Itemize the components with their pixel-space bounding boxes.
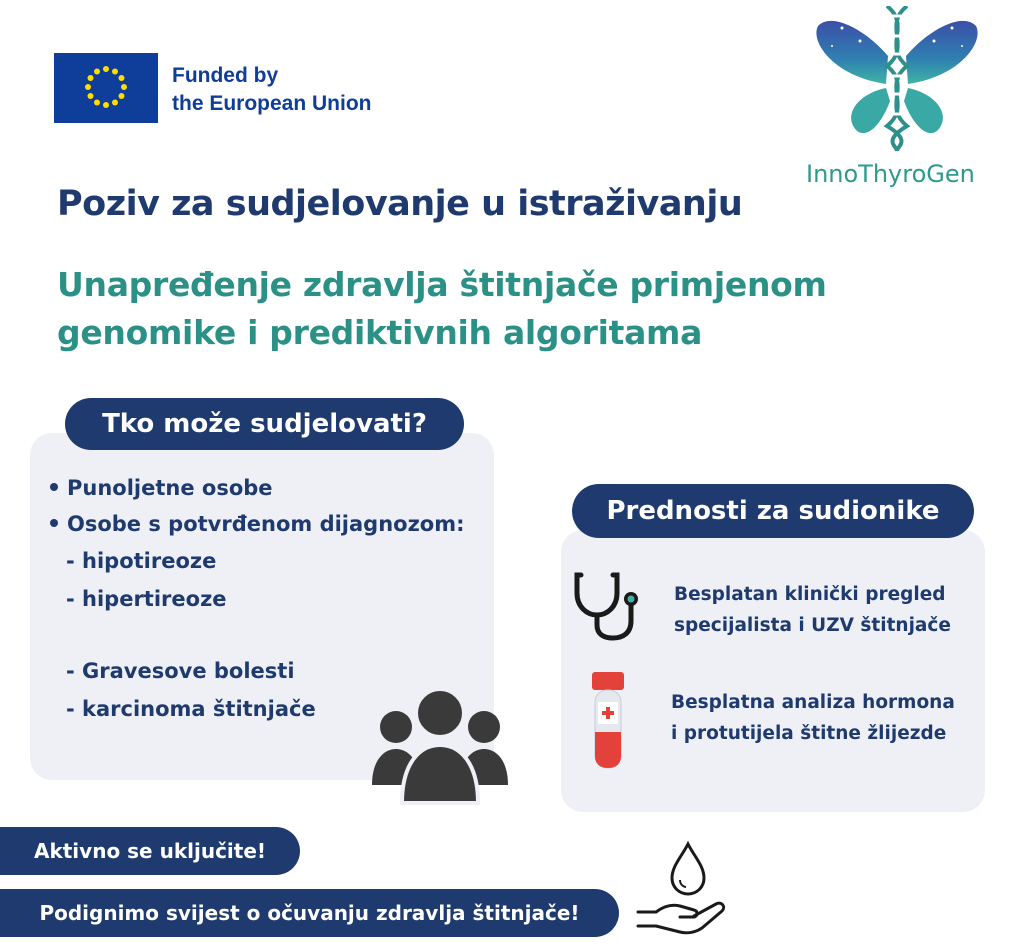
subtitle-line-2: genomike i prediktivnih algoritama: [57, 313, 703, 352]
cta-primary: Aktivno se uključite!: [0, 827, 300, 875]
eligibility-item-label: Osobe s potvrđenom dijagnozom:: [67, 512, 465, 536]
eligibility-sub-item: - Gravesove bolesti: [66, 659, 295, 683]
page-title: Poziv za sudjelovanje u istraživanju: [57, 184, 743, 224]
eligibility-sub-item: - hipertireoze: [66, 587, 227, 611]
benefit-line-1: Besplatan klinički pregled: [674, 584, 946, 605]
cta-secondary: Podignimo svijest o očuvanju zdravlja štitnjače!: [0, 889, 619, 937]
eligibility-item: [50, 512, 465, 536]
benefit-line-2: specijalista i UZV štitnjače: [674, 615, 951, 636]
benefit-item: [671, 687, 955, 749]
eligibility-item-label: Punoljetne osobe: [67, 476, 273, 500]
eu-line-1: Funded by: [172, 64, 279, 87]
blood-tube-icon: [590, 672, 626, 772]
benefit-line-2: i protutijela štitne žlijezde: [671, 723, 947, 744]
people-group-icon: [370, 685, 510, 805]
page-subtitle: [57, 261, 957, 357]
eu-funding-text: [172, 62, 372, 118]
eligibility-sub-item: - karcinoma štitnjače: [66, 697, 316, 721]
eligibility-item: [50, 476, 273, 500]
subtitle-line-1: Unapređenje zdravlja štitnjače primjenom: [57, 265, 827, 304]
eligibility-sub-item: - hipotireoze: [66, 549, 217, 573]
bullet-icon: [50, 519, 58, 527]
benefit-item: [674, 579, 951, 641]
eu-line-2: the European Union: [172, 92, 372, 115]
stethoscope-icon: [573, 571, 645, 641]
benefit-line-1: Besplatna analiza hormona: [671, 692, 955, 713]
eligibility-heading: Tko može sudjelovati?: [65, 398, 464, 450]
butterfly-dna-icon: [812, 6, 982, 151]
eu-flag-icon: [54, 53, 158, 123]
hand-drop-icon: [636, 840, 736, 940]
bullet-icon: [50, 483, 58, 491]
logo-name: InnoThyroGen: [806, 160, 975, 188]
benefits-heading: Prednosti za sudionike: [572, 484, 974, 538]
